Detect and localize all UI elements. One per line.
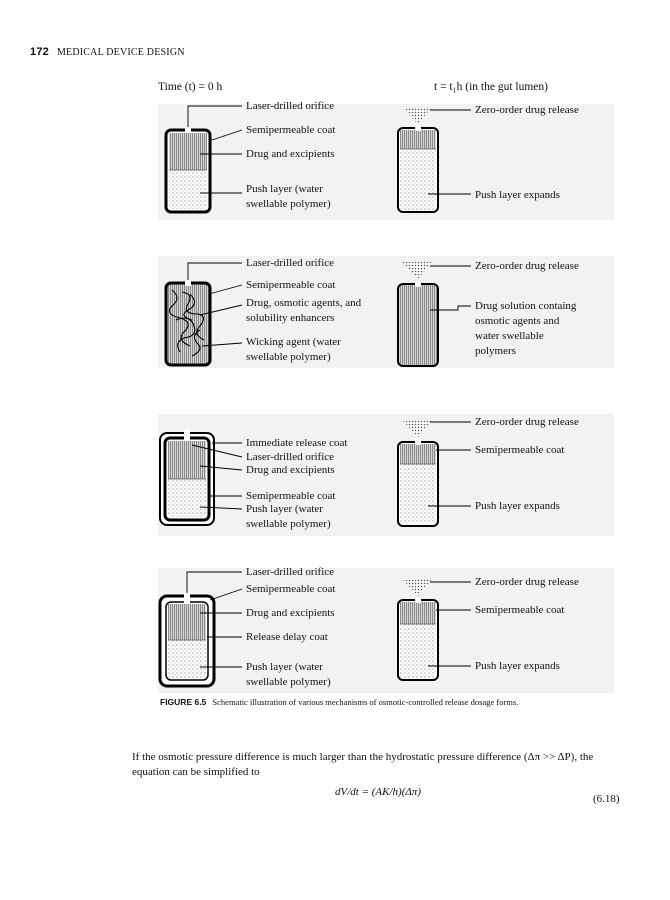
running-title: MEDICAL DEVICE DESIGN <box>56 47 185 58</box>
p3-label-immediate: Immediate release coat <box>246 437 348 449</box>
body-paragraph: If the osmotic pressure difference is much larger than the hydrostatic pressure difference (Δπ >> ΔP), the equation can be simplified to <box>132 751 594 778</box>
p4-label-push-2: swellable polymer) <box>246 676 331 688</box>
p3-label-orifice: Laser-drilled orifice <box>246 451 335 463</box>
p3-label-coat: Semipermeable coat <box>246 490 336 502</box>
p3-label-coat-right: Semipermeable coat <box>475 444 565 456</box>
p4-label-delay: Release delay coat <box>246 631 328 643</box>
p2-label-solution-4: polymers <box>475 345 516 357</box>
p3-label-expands: Push layer expands <box>475 500 560 512</box>
equation: dV/dt = (AK/h)(Δπ) <box>335 786 421 798</box>
p3-label-drug: Drug and excipients <box>246 464 335 476</box>
page-number: 172 <box>30 46 49 58</box>
panel-3-background <box>158 414 614 536</box>
p2-label-orifice: Laser-drilled orifice <box>246 257 335 269</box>
tablet-4-left <box>160 592 214 686</box>
p4-label-orifice: Laser-drilled orifice <box>246 566 335 578</box>
p1-label-orifice: Laser-drilled orifice <box>246 100 335 112</box>
figure-header-right: t = t₁h (in the gut lumen) <box>434 81 548 93</box>
p4-label-release: Zero-order drug release <box>475 576 579 588</box>
p2-label-solution-3: water swellable <box>475 330 544 342</box>
p1-label-drug: Drug and excipients <box>246 148 335 160</box>
caption-label: FIGURE 6.5 <box>160 697 207 707</box>
figure-header-left: Time (t) = 0 h <box>158 81 223 93</box>
equation-number: (6.18) <box>593 793 620 805</box>
p4-label-coat-right: Semipermeable coat <box>475 604 565 616</box>
p2-label-release: Zero-order drug release <box>475 260 579 272</box>
p3-label-push-1: Push layer (water <box>246 503 323 515</box>
p3-label-push-2: swellable polymer) <box>246 518 331 530</box>
p3-label-release: Zero-order drug release <box>475 416 579 428</box>
p1-label-expands: Push layer expands <box>475 189 560 201</box>
p4-label-push-1: Push layer (water <box>246 661 323 673</box>
p2-label-wick-2: swellable polymer) <box>246 351 331 363</box>
p1-label-push-2: swellable polymer) <box>246 198 331 210</box>
tablet-1-left <box>166 127 210 212</box>
p2-label-solution-2: osmotic agents and <box>475 315 560 327</box>
p4-label-drug: Drug and excipients <box>246 607 335 619</box>
caption-text: Schematic illustration of various mechanisms of osmotic-controlled release dosage forms. <box>212 697 519 707</box>
p1-label-release: Zero-order drug release <box>475 104 579 116</box>
p4-label-coat: Semipermeable coat <box>246 583 336 595</box>
tablet-2-left <box>166 280 210 365</box>
p1-label-push-1: Push layer (water <box>246 183 323 195</box>
figure-caption <box>160 697 518 707</box>
p2-label-drug-2: solubility enhancers <box>246 312 335 324</box>
p2-label-coat: Semipermeable coat <box>246 279 336 291</box>
tablet-3-left <box>160 430 214 525</box>
p2-label-solution-1: Drug solution containg <box>475 300 577 312</box>
p2-label-wick-1: Wicking agent (water <box>246 336 341 348</box>
p1-label-coat: Semipermeable coat <box>246 124 336 136</box>
panel-1-background <box>158 104 614 220</box>
p2-label-drug-1: Drug, osmotic agents, and <box>246 297 362 309</box>
p4-label-expands: Push layer expands <box>475 660 560 672</box>
